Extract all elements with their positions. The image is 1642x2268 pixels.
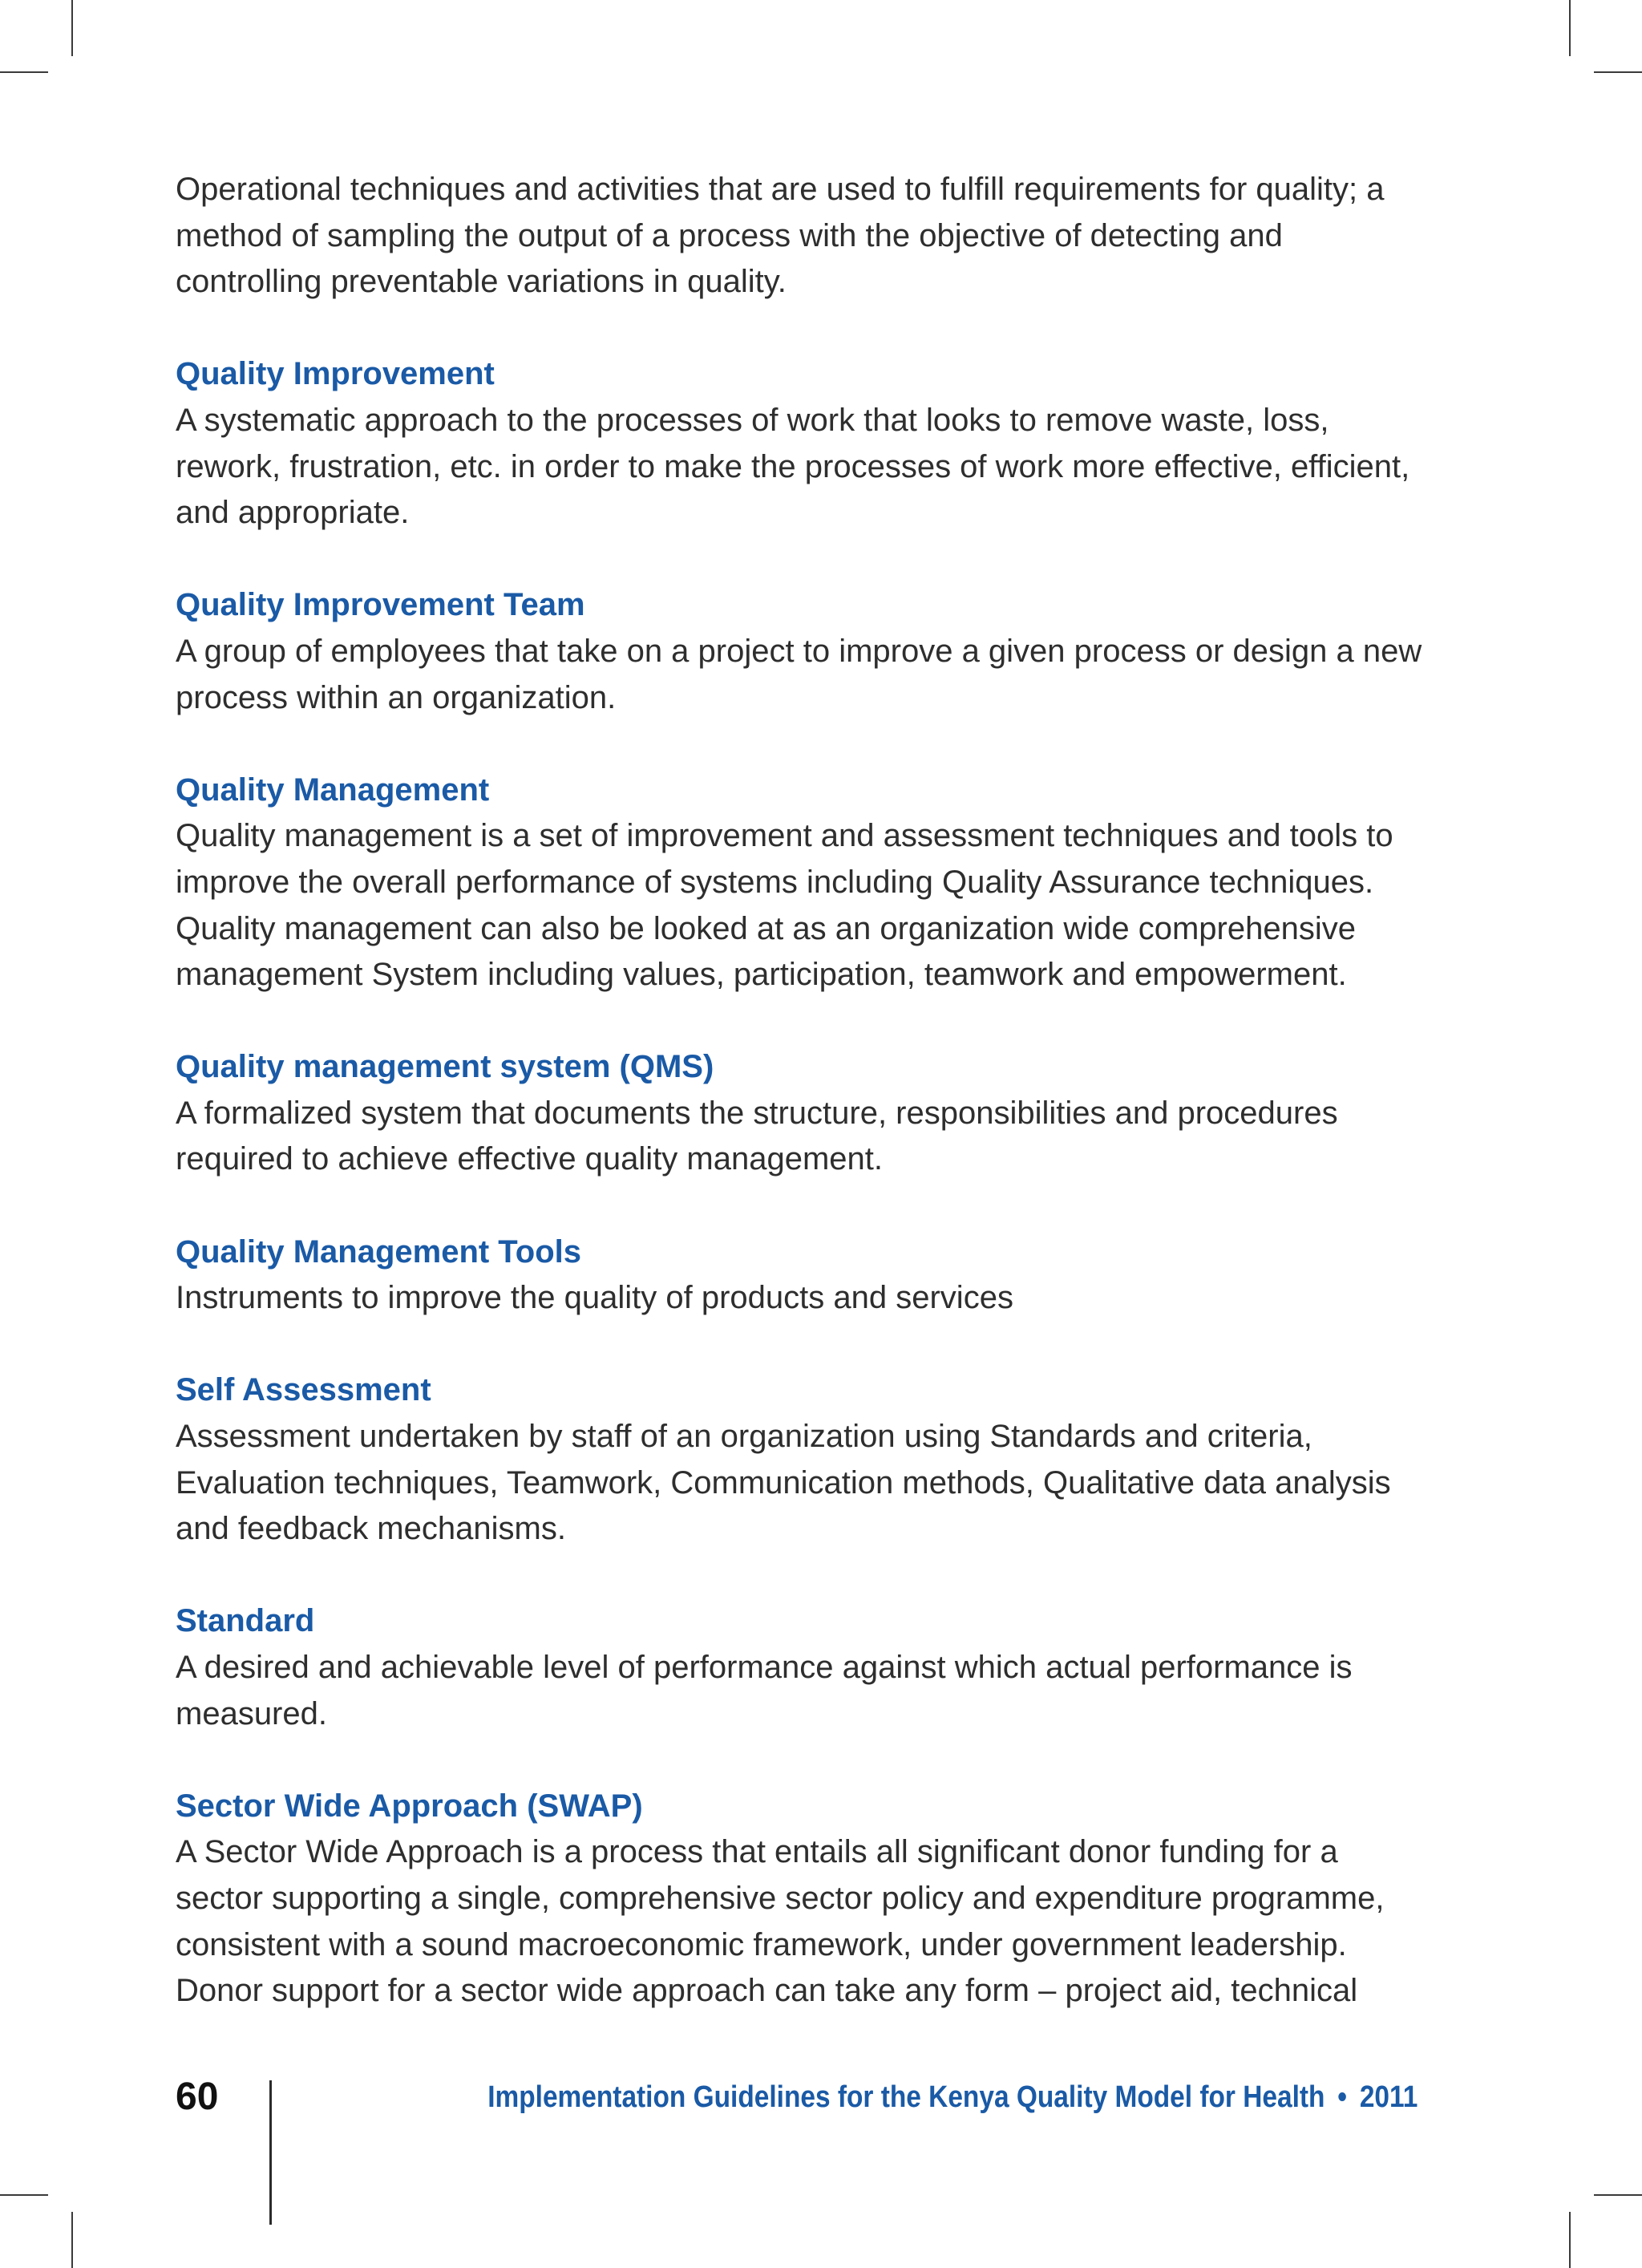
glossary-term: Quality Management Tools <box>176 1233 581 1270</box>
glossary-term: Standard <box>176 1603 315 1639</box>
glossary-definition: A Sector Wide Approach is a process that entails all significant donor funding for a sector supporting a single, comprehensive sector policy and expenditure programme, consistent with a sound macroeconomic framework, under government leadership. Donor support for a sector wide approach can take any form – project aid, technical <box>176 1834 1385 2009</box>
glossary-definition: Assessment undertaken by staff of an organization using Standards and criteria, Evaluation techniques, Teamwork, Communication methods, Qualitative data analysis and feedback mechanisms. <box>176 1419 1391 1547</box>
glossary-term: Quality Improvement <box>176 356 495 392</box>
glossary-term: Quality Improvement Team <box>176 587 585 623</box>
glossary-term: Self Assessment <box>176 1372 431 1408</box>
glossary-term: Quality Management <box>176 772 490 808</box>
glossary-entry <box>176 1784 1426 2015</box>
crop-mark <box>1569 0 1571 56</box>
glossary-entry <box>176 351 1426 536</box>
crop-mark <box>71 0 73 56</box>
glossary-definition: Quality management is a set of improvement and assessment techniques and tools to improve the overall performance of systems including Quality Assurance techniques. Quality management can also be looked at as an organization wide comprehensive management System including values, participation, teamwork and empowerment. <box>176 818 1393 993</box>
glossary-definition: A formalized system that documents the structure, responsibilities and procedures required to achieve effective quality management. <box>176 1095 1338 1177</box>
crop-mark <box>0 71 48 73</box>
glossary-entry <box>176 767 1426 998</box>
glossary-term: Sector Wide Approach (SWAP) <box>176 1788 643 1824</box>
crop-mark <box>1594 71 1642 73</box>
glossary-definition: A group of employees that take on a project to improve a given process or design a new process within an organization. <box>176 633 1422 715</box>
page-number: 60 <box>176 2076 219 2118</box>
glossary-term: Quality management system (QMS) <box>176 1049 714 1085</box>
running-footer <box>487 2075 1418 2120</box>
crop-mark <box>1594 2194 1642 2196</box>
crop-mark <box>0 2194 48 2196</box>
glossary-definition: A systematic approach to the processes of work that looks to remove waste, loss, rework, frustration, etc. in order to make the processes of work more effective, efficient, and appropriate. <box>176 402 1410 531</box>
glossary-entry <box>176 1229 1426 1322</box>
glossary-content <box>176 167 1426 2015</box>
intro-paragraph: Operational techniques and activities that are used to fulfill requirements for quality; a method of sampling the output of a process with the objective of detecting and controlling preventable variations in quality. <box>176 172 1385 300</box>
footer-year: 2011 <box>1359 2080 1418 2114</box>
footer-divider <box>269 2080 272 2225</box>
crop-mark <box>1569 2212 1571 2268</box>
footer-title: Implementation Guidelines for the Kenya Quality Model for Health <box>487 2080 1325 2114</box>
footer-separator: • <box>1337 2080 1347 2114</box>
glossary-entry <box>176 1044 1426 1183</box>
glossary-definition: A desired and achievable level of performance against which actual performance is measured. <box>176 1650 1353 1731</box>
crop-mark <box>71 2212 73 2268</box>
glossary-entry <box>176 582 1426 721</box>
glossary-definition: Instruments to improve the quality of products and services <box>176 1280 1013 1316</box>
glossary-entry <box>176 1367 1426 1552</box>
glossary-entry <box>176 1598 1426 1737</box>
